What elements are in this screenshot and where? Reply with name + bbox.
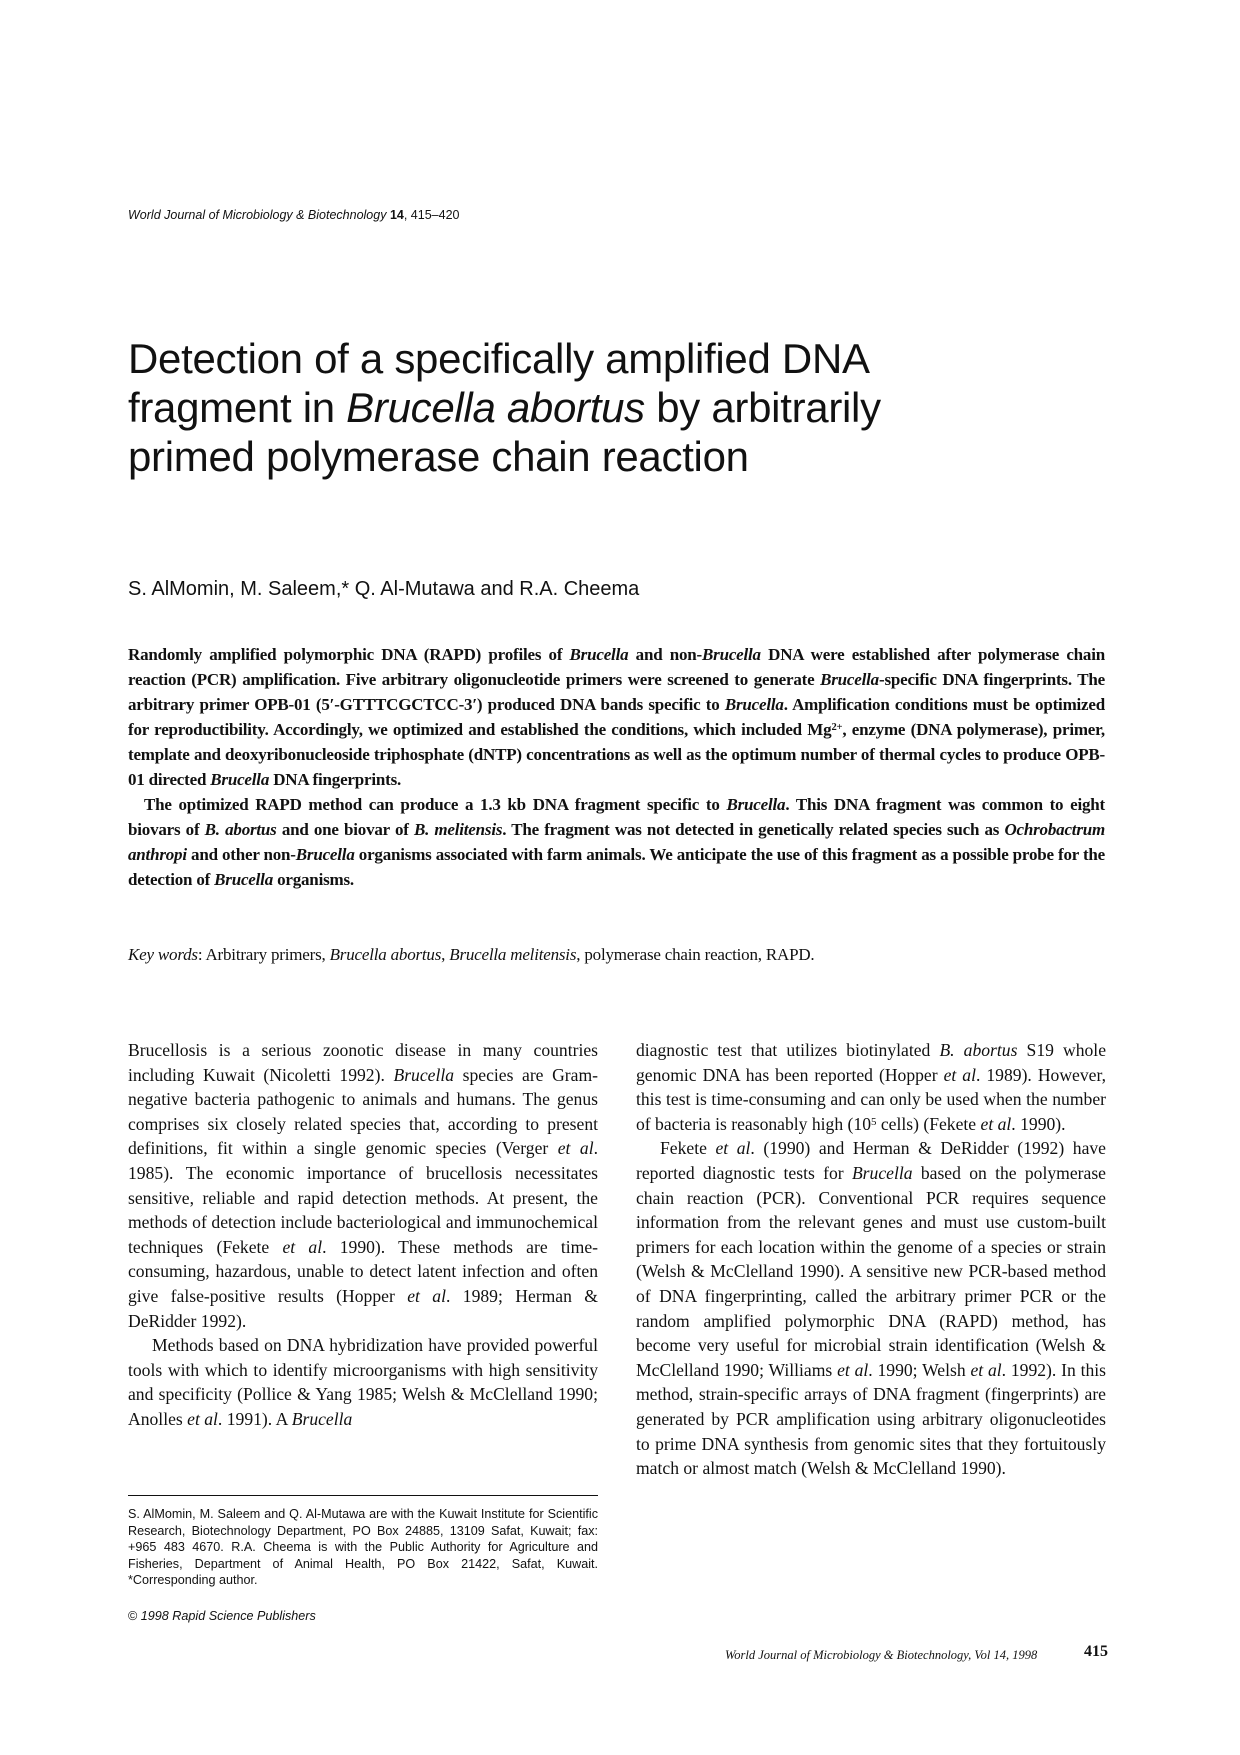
- title-line-3: primed polymerase chain reaction: [128, 433, 749, 480]
- title-species-name: Brucella abortus: [346, 384, 645, 431]
- title-line-2-pre: fragment in: [128, 384, 347, 431]
- running-head-pages: , 415–420: [403, 208, 460, 222]
- copyright-icon: ©: [128, 1609, 138, 1623]
- title-line-1: Detection of a specifically amplified DNA: [128, 335, 870, 382]
- body-paragraph: Brucellosis is a serious zoonotic disease in many countries including Kuwait (Nicoletti 1992). Brucella species are Gram-negative bacteria pathogenic to animals and humans. The genus comprises six closely related species that, according to present definitions, fit within a single genomic species (Verger et al. 1985). The economic importance of brucellosis necessitates sensitive, reliable and rapid detection methods. At present, the methods of detection include bacteriological and immunochemical techniques (Fekete et al. 1990). These methods are time-consuming, hazardous, unable to detect latent infection and often give false-positive results (Hopper et al. 1989; Herman & DeRidder 1992).: [128, 1040, 599, 1331]
- running-head: [128, 208, 459, 222]
- body-paragraph: Methods based on DNA hybridization have provided powerful tools with which to identify microorganisms with high sensitivity and specificity (Pollice & Yang 1985; Welsh & McClelland 1990; Anolles et al. 1991). A Brucella: [128, 1335, 598, 1429]
- body-column-right: [636, 1038, 1106, 1481]
- body-paragraph: diagnostic test that utilizes biotinylated B. abortus S19 whole genomic DNA has been reported (Hopper et al. 1989). However, this test is time-consuming and can only be used when the number of bacteria is reasonably high ($10^5$ cells) (Fekete et al. 1990).: [636, 1040, 1107, 1134]
- running-head-journal: World Journal of Microbiology & Biotechnology: [128, 208, 387, 222]
- keywords: Key words: Arbitrary primers, Brucella abortus, Brucella melitensis, polymerase chain reaction, RAPD.: [128, 945, 815, 964]
- abstract-paragraph-1: Randomly amplified polymorphic DNA (RAPD) profiles of Brucella and non-Brucella DNA were established after polymerase chain reaction (PCR) amplification. Five arbitrary oligonucleotide primers were screened to generate Brucella-specific DNA fingerprints. The arbitrary primer OPB-01 (5′-GTTTCGCTCC-3′) produced DNA bands specific to Brucella. Amplification conditions must be optimized for reproductibility. Accordingly, we optimized and established the conditions, which included $Mg^{2+}$, enzyme (DNA polymerase), primer, template and deoxyribonucleoside triphosphate (dNTP) concentrations as well as the optimum number of thermal cycles to produce OPB-01 directed Brucella DNA fingerprints.: [128, 645, 1105, 789]
- footer-journal-citation: World Journal of Microbiology & Biotechnology, Vol 14, 1998: [725, 1648, 1038, 1662]
- article-title: [128, 334, 1028, 481]
- author-list: S. AlMomin, M. Saleem,* Q. Al-Mutawa and R.A. Cheema: [128, 578, 640, 600]
- copyright-text: 1998 Rapid Science Publishers: [137, 1609, 316, 1623]
- page-number: 415: [1084, 1643, 1108, 1660]
- body-column-left: [128, 1038, 598, 1432]
- abstract-paragraph-2: The optimized RAPD method can produce a 1.3 kb DNA fragment specific to Brucella. This DNA fragment was common to eight biovars of B. abortus and one biovar of B. melitensis. The fragment was not detected in genetically related species such as Ochrobactrum anthropi and other non-Brucella organisms associated with farm animals. We anticipate the use of this fragment as a possible probe for the detection of Brucella organisms.: [128, 795, 1106, 889]
- copyright-notice: [128, 1609, 316, 1623]
- body-paragraph: Fekete et al. (1990) and Herman & DeRidder (1992) have reported diagnostic tests for Brucella based on the polymerase chain reaction (PCR). Conventional PCR requires sequence information from the relevant genes and must use custom-built primers for each location within the genome of a species or strain (Welsh & McClelland 1990). A sensitive new PCR-based method of DNA fingerprinting, called the arbitrary primer PCR or the random amplified polymorphic DNA (RAPD) method, has become very useful for microbial strain identification (Welsh & McClelland 1990; Williams et al. 1990; Welsh et al. 1992). In this method, strain-specific arrays of DNA fragment (fingerprints) are generated by PCR amplification using arbitrary oligonucleotides to prime DNA synthesis from genomic sites that they fortuitously match or almost match (Welsh & McClelland 1990).: [636, 1138, 1107, 1479]
- running-head-volume: 14: [389, 208, 404, 222]
- footnote-divider: [128, 1495, 598, 1496]
- author-affiliation-footnote: S. AlMomin, M. Saleem and Q. Al-Mutawa are with the Kuwait Institute for Scientific Research, Biotechnology Department, PO Box 24885, 13109 Safat, Kuwait; fax: +965 483 4670. R.A. Cheema is with the Public Authority for Agriculture and Fisheries, Department of Animal Health, PO Box 21422, Safat, Kuwait. *Corresponding author.: [128, 1507, 598, 1587]
- abstract: [128, 642, 1105, 892]
- title-line-2-post: by arbitrarily: [644, 384, 881, 431]
